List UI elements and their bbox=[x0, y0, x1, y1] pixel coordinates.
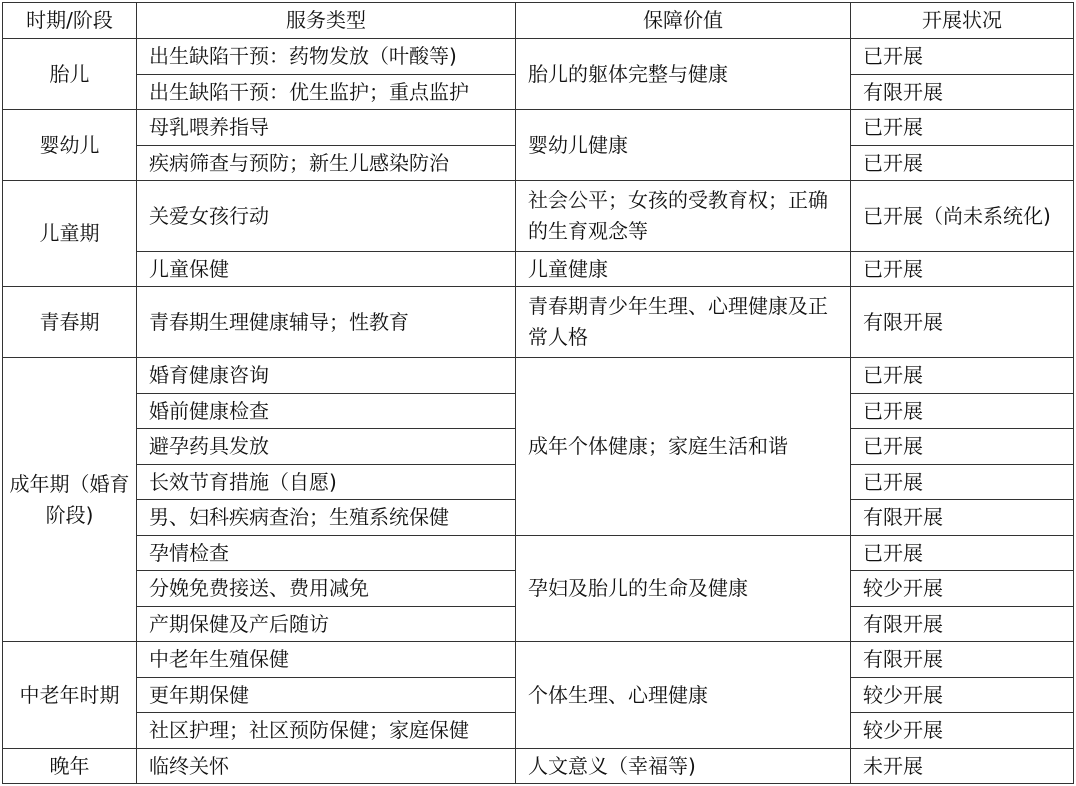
status-cell: 已开展 bbox=[851, 358, 1074, 394]
service-cell: 更年期保健 bbox=[137, 678, 516, 713]
service-cell: 疾病筛查与预防；新生儿感染防治 bbox=[137, 146, 516, 181]
value-cell: 青春期青少年生理、心理健康及正常人格 bbox=[516, 287, 851, 358]
header-status: 开展状况 bbox=[851, 3, 1074, 39]
service-cell: 婚育健康咨询 bbox=[137, 358, 516, 394]
service-cell: 出生缺陷干预：药物发放（叶酸等) bbox=[137, 39, 516, 75]
service-table bbox=[2, 2, 1074, 784]
value-cell: 个体生理、心理健康 bbox=[516, 642, 851, 749]
stage-cell: 儿童期 bbox=[3, 181, 137, 287]
table-row bbox=[3, 358, 1074, 394]
status-cell: 已开展 bbox=[851, 429, 1074, 465]
status-cell: 有限开展 bbox=[851, 500, 1074, 536]
status-cell: 已开展 bbox=[851, 39, 1074, 75]
table-row bbox=[3, 749, 1074, 784]
status-cell: 已开展 bbox=[851, 110, 1074, 146]
stage-cell: 成年期（婚育阶段) bbox=[3, 358, 137, 642]
service-cell: 青春期生理健康辅导；性教育 bbox=[137, 287, 516, 358]
value-cell: 儿童健康 bbox=[516, 252, 851, 287]
status-cell: 已开展 bbox=[851, 536, 1074, 571]
table-row bbox=[3, 181, 1074, 252]
service-cell: 产期保健及产后随访 bbox=[137, 607, 516, 642]
service-cell: 出生缺陷干预：优生监护；重点监护 bbox=[137, 75, 516, 110]
status-cell: 有限开展 bbox=[851, 607, 1074, 642]
table-row bbox=[3, 536, 1074, 571]
status-cell: 已开展 bbox=[851, 252, 1074, 287]
table-row bbox=[3, 287, 1074, 358]
status-cell: 有限开展 bbox=[851, 642, 1074, 678]
table-row bbox=[3, 110, 1074, 146]
value-cell: 人文意义（幸福等) bbox=[516, 749, 851, 784]
header-service: 服务类型 bbox=[137, 3, 516, 39]
service-cell: 临终关怀 bbox=[137, 749, 516, 784]
status-cell: 较少开展 bbox=[851, 678, 1074, 713]
header-row bbox=[3, 3, 1074, 39]
stage-cell: 青春期 bbox=[3, 287, 137, 358]
service-cell: 社区护理；社区预防保健；家庭保健 bbox=[137, 713, 516, 749]
service-cell: 婚前健康检查 bbox=[137, 394, 516, 429]
header-value: 保障价值 bbox=[516, 3, 851, 39]
stage-cell: 中老年时期 bbox=[3, 642, 137, 749]
status-cell: 较少开展 bbox=[851, 571, 1074, 607]
status-cell: 已开展 bbox=[851, 146, 1074, 181]
table-row bbox=[3, 642, 1074, 678]
value-cell: 胎儿的躯体完整与健康 bbox=[516, 39, 851, 110]
stage-cell: 胎儿 bbox=[3, 39, 137, 110]
service-cell: 长效节育措施（自愿) bbox=[137, 465, 516, 500]
table-row bbox=[3, 39, 1074, 75]
status-cell: 未开展 bbox=[851, 749, 1074, 784]
service-cell: 避孕药具发放 bbox=[137, 429, 516, 465]
status-cell: 已开展（尚未系统化) bbox=[851, 181, 1074, 252]
stage-cell: 晚年 bbox=[3, 749, 137, 784]
service-cell: 儿童保健 bbox=[137, 252, 516, 287]
status-cell: 有限开展 bbox=[851, 75, 1074, 110]
status-cell: 已开展 bbox=[851, 465, 1074, 500]
service-cell: 分娩免费接送、费用减免 bbox=[137, 571, 516, 607]
service-cell: 中老年生殖保健 bbox=[137, 642, 516, 678]
value-cell: 社会公平；女孩的受教育权；正确的生育观念等 bbox=[516, 181, 851, 252]
service-cell: 母乳喂养指导 bbox=[137, 110, 516, 146]
value-cell: 婴幼儿健康 bbox=[516, 110, 851, 181]
service-cell: 孕情检查 bbox=[137, 536, 516, 571]
status-cell: 有限开展 bbox=[851, 287, 1074, 358]
stage-cell: 婴幼儿 bbox=[3, 110, 137, 181]
status-cell: 已开展 bbox=[851, 394, 1074, 429]
service-cell: 男、妇科疾病查治；生殖系统保健 bbox=[137, 500, 516, 536]
header-stage: 时期/阶段 bbox=[3, 3, 137, 39]
table-row bbox=[3, 252, 1074, 287]
value-cell: 成年个体健康；家庭生活和谐 bbox=[516, 358, 851, 536]
status-cell: 较少开展 bbox=[851, 713, 1074, 749]
value-cell: 孕妇及胎儿的生命及健康 bbox=[516, 536, 851, 642]
service-cell: 关爱女孩行动 bbox=[137, 181, 516, 252]
